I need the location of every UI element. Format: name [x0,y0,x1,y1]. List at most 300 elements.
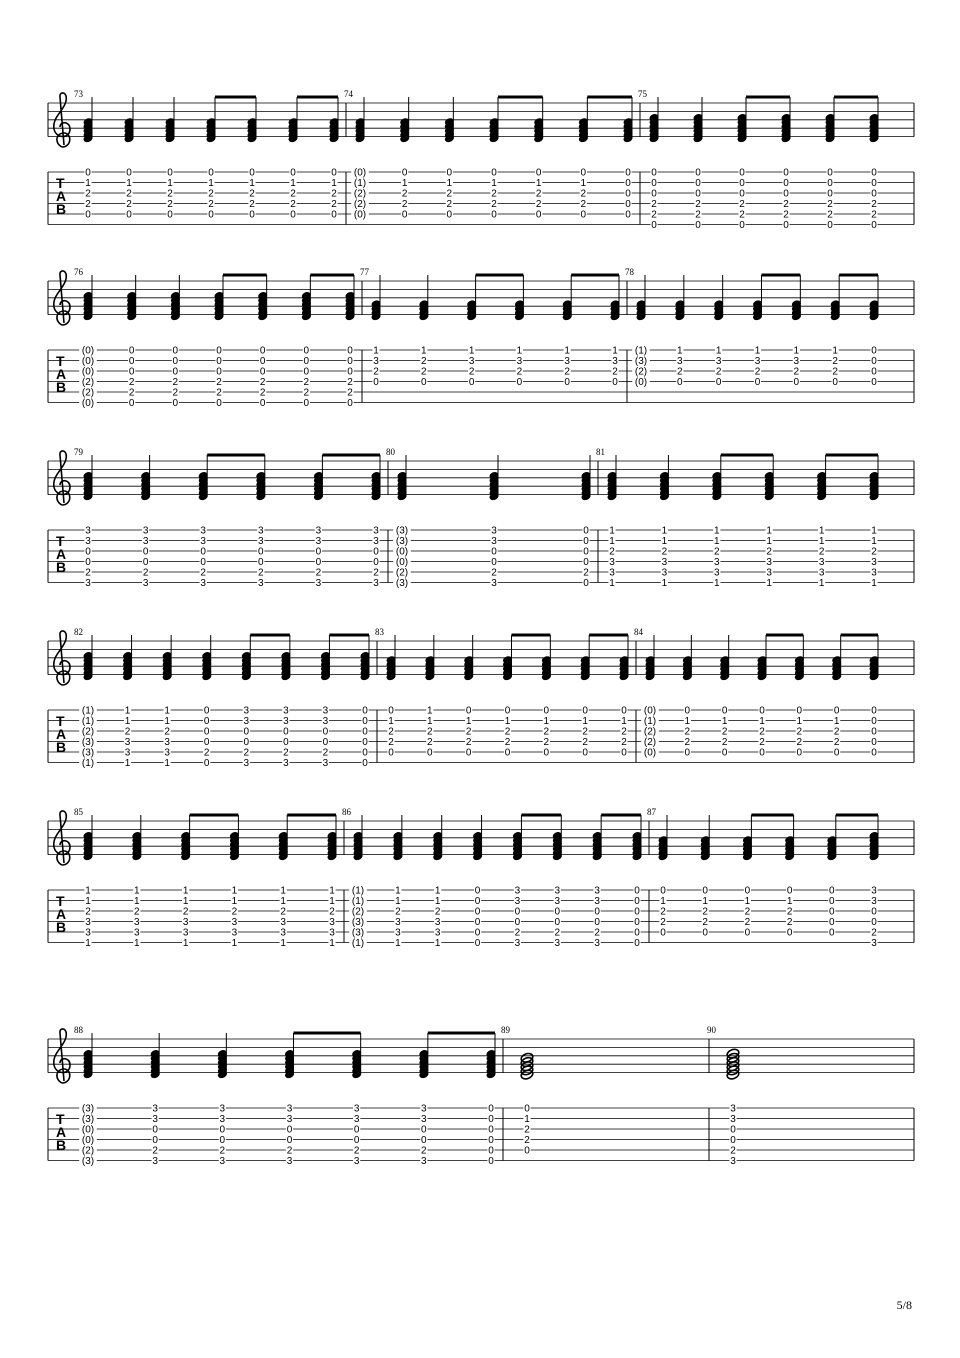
fret-number: 2 [833,737,840,748]
fret-number: 2 [286,1145,293,1157]
fret-number: (3) [81,1103,95,1115]
fret-number: 2 [580,199,587,210]
fret-number: 0 [465,705,472,717]
fret-number: (2) [395,567,409,579]
fret-number: 0 [827,178,833,189]
fret-number: 0 [625,199,631,210]
fret-number: 0 [634,885,640,897]
fret-number: 0 [303,345,310,357]
fret-number: (1) [81,705,95,717]
fret-number: 1 [759,716,765,727]
system [48,267,914,409]
fret-number: 1 [766,578,772,589]
fret-number: (2) [81,1145,95,1157]
fret-number: (1) [634,345,648,357]
fret-number: 0 [216,356,222,367]
fret-number: 3 [124,747,131,759]
fret-number: 0 [715,377,722,388]
fret-number: 1 [609,578,615,589]
tab-clef-letter: A [56,546,67,562]
fret-number: 3 [353,1103,360,1115]
fret-number: 3 [434,917,441,928]
fret-number: 2 [721,737,728,748]
fret-number: 0 [362,716,368,727]
fret-number: 0 [353,1135,360,1146]
fret-number: 2 [721,726,728,738]
fret-number: 0 [331,209,337,221]
fret-number: 2 [744,906,751,918]
fret-number: 0 [373,546,379,558]
fret-number: 2 [167,199,173,210]
fret-number: 3 [85,927,91,939]
fret-number: 0 [258,546,264,558]
fret-number: 0 [783,188,789,200]
fret-number: 3 [594,885,600,897]
fret-number: 2 [684,737,691,748]
tab-clef-letter: B [56,919,67,935]
fret-number: 0 [203,737,210,748]
fret-number: 2 [172,387,179,399]
fret-number: 0 [634,938,640,949]
fret-number: 2 [491,188,497,200]
fret-number: 3 [322,716,329,727]
fret-number: 2 [401,199,408,210]
fret-number: 2 [504,737,511,748]
fret-number: 3 [85,536,91,547]
tab-clef-letter: B [56,1137,67,1153]
tab-clef-letter: B [56,559,67,575]
fret-number: 3 [152,1114,158,1125]
fret-number: 0 [660,885,666,897]
fret-number: 3 [373,536,379,547]
fret-number: 1 [714,525,720,537]
fret-number: 1 [714,578,720,589]
fret-number: 3 [286,1156,293,1167]
fret-number: (1) [81,716,95,727]
fret-number: 0 [829,896,835,907]
fret-number: (0) [643,747,657,759]
fret-number: 0 [535,167,542,179]
fret-number: 2 [331,199,337,210]
fret-number: 1 [564,345,570,357]
fret-number: 3 [142,578,149,589]
fret-number: (3) [81,1156,95,1167]
fret-number: 2 [582,737,588,748]
system [48,807,914,949]
fret-number: 2 [283,747,289,759]
fret-number: 2 [793,366,800,378]
fret-number: 1 [721,716,728,727]
fret-number: 0 [488,1114,494,1125]
fret-number: 0 [543,747,550,759]
fret-number: (0) [395,546,409,558]
fret-number: 0 [871,188,877,200]
tab-clef-letter: T [56,893,65,909]
fret-number: 0 [421,377,427,388]
fret-number: 0 [739,188,745,200]
fret-number: 0 [564,377,570,388]
fret-number: 0 [634,917,640,928]
fret-number: 1 [744,896,751,907]
fret-number: 0 [216,345,222,357]
tab-clef-letter: A [56,188,67,204]
fret-number: 3 [730,1114,736,1125]
fret-number: 0 [303,398,310,409]
fret-number: 1 [612,345,618,357]
fret-number: 1 [684,716,691,727]
fret-number: (2) [643,726,657,738]
fret-number: 2 [395,906,401,918]
fret-number: 2 [564,366,570,378]
tab-clef-letter: B [56,201,67,217]
fret-number: 3 [353,1156,360,1167]
fret-number: 0 [583,546,589,558]
fret-number: 3 [491,578,497,589]
fret-number: 2 [594,927,600,939]
fret-number: (0) [353,209,367,221]
fret-number: 2 [580,188,587,200]
fret-number: 3 [315,536,322,547]
measure-number: 83 [375,627,384,637]
fret-number: 0 [259,356,266,367]
fret-number: 3 [283,705,289,717]
fret-number: 0 [634,927,640,939]
fret-number: (1) [353,178,367,189]
fret-number: 1 [208,178,214,189]
fret-number: 0 [373,557,379,568]
fret-number: 1 [786,896,793,907]
fret-number: 1 [535,178,542,189]
fret-number: (1) [643,716,657,727]
fret-number: 1 [134,938,140,949]
fret-number: 1 [446,178,453,189]
fret-number: 3 [164,747,170,759]
fret-number: 0 [85,167,91,179]
fret-number: 3 [715,356,722,367]
fret-number: 2 [759,726,765,738]
fret-number: 0 [827,188,833,200]
fret-number: 0 [283,737,289,748]
fret-number: 0 [833,747,840,759]
fret-number: 0 [721,747,728,759]
fret-number: 0 [871,220,877,231]
fret-number: 1 [818,578,825,589]
fret-number: 0 [491,167,497,179]
fret-number: 2 [347,387,353,399]
fret-number: 1 [329,896,335,907]
fret-number: 1 [609,525,615,537]
fret-number: 2 [582,726,588,738]
fret-number: 2 [744,917,751,928]
fret-number: 3 [219,1103,226,1115]
fret-number: (0) [81,356,95,367]
fret-number: 2 [783,199,789,210]
fret-number: 2 [796,726,803,738]
fret-number: 2 [421,356,427,367]
measure-number: 75 [638,89,647,99]
fret-number: 2 [126,188,132,200]
fret-number: 2 [290,188,296,200]
fret-number: 1 [754,345,761,357]
fret-number: 1 [401,178,408,189]
fret-number: 0 [871,377,877,388]
fret-number: 0 [871,366,877,378]
fret-number: 2 [249,199,255,210]
fret-number: 1 [134,885,140,897]
fret-number: 3 [353,1114,360,1125]
fret-number: 2 [832,356,838,367]
fret-number: 3 [793,356,800,367]
fret-number: 1 [504,716,511,727]
fret-number: 0 [362,705,368,717]
tab-clef-letter: A [56,1124,67,1140]
tab-clef-letter: T [56,353,65,369]
fret-number: 0 [827,167,833,179]
fret-number: 0 [677,377,683,388]
fret-number: 2 [759,737,765,748]
fret-number: 0 [142,546,149,558]
fret-number: 0 [474,917,481,928]
fret-number: 0 [583,578,589,589]
fret-number: 2 [651,199,657,210]
fret-number: 1 [677,345,683,357]
fret-number: 0 [474,927,481,939]
fret-number: 0 [446,167,453,179]
fret-number: 3 [421,1156,427,1167]
fret-number: 0 [695,167,701,179]
fret-number: 2 [200,567,206,579]
fret-number: 3 [286,1103,293,1115]
fret-number: 1 [714,536,720,547]
fret-number: 2 [702,906,708,918]
fret-number: 0 [754,377,761,388]
fret-number: 2 [373,567,379,579]
fret-number: 0 [621,747,627,759]
fret-number: 0 [465,747,472,759]
fret-number: 3 [516,356,523,367]
fret-number: 2 [208,199,214,210]
fret-number: 3 [491,536,497,547]
fret-number: 0 [468,377,475,388]
fret-number: 1 [231,885,238,897]
fret-number: 2 [401,188,408,200]
fret-number: 3 [754,356,761,367]
fret-number: 3 [514,885,521,897]
measure-number: 74 [344,89,353,99]
fret-number: 2 [827,199,833,210]
fret-number: 3 [258,536,264,547]
fret-number: 2 [208,188,214,200]
fret-number: 2 [514,927,521,939]
fret-number: 3 [243,705,250,717]
fret-number: 3 [491,525,497,537]
fret-number: 0 [721,705,728,717]
fret-number: 3 [142,525,149,537]
fret-number: 2 [621,726,627,738]
fret-number: (0) [643,705,657,717]
fret-number: 0 [625,209,631,221]
fret-number: 1 [395,896,401,907]
fret-number: 0 [85,557,91,568]
fret-number: 0 [543,705,550,717]
fret-number: 3 [677,356,683,367]
fret-number: (3) [351,917,365,928]
fret-number: 0 [793,377,800,388]
fret-number: 1 [609,536,615,547]
fret-number: 0 [488,1156,494,1167]
fret-number: (3) [634,356,648,367]
fret-number: 0 [219,1124,226,1136]
fret-number: 2 [684,726,691,738]
fret-number: 0 [126,209,132,221]
fret-number: (3) [81,1114,95,1125]
fret-number: 1 [182,938,189,949]
fret-number: 2 [871,199,877,210]
fret-number: 1 [85,938,91,949]
fret-number: 2 [203,747,210,759]
fret-number: 3 [421,1103,427,1115]
fret-number: 0 [208,209,214,221]
fret-number: 3 [243,758,250,769]
system [48,1025,914,1167]
fret-number: 0 [524,1103,530,1115]
fret-number: 0 [203,726,210,738]
fret-number: 0 [796,705,803,717]
fret-number: 3 [661,557,668,568]
fret-number: 1 [395,938,401,949]
fret-number: 2 [303,387,310,399]
fret-number: 2 [219,1145,226,1157]
fret-number: 2 [258,567,264,579]
fret-number: 3 [200,525,206,537]
fret-number: (0) [81,345,95,357]
fret-number: 1 [182,885,189,897]
fret-number: 2 [871,546,877,558]
fret-number: 0 [583,536,589,547]
fret-number: 3 [219,1156,226,1167]
fret-number: 2 [315,567,322,579]
fret-number: 0 [167,167,173,179]
fret-number: 2 [231,906,238,918]
fret-number: 0 [208,167,214,179]
fret-number: 3 [766,557,772,568]
fret-number: 3 [871,885,877,897]
tab-clef-letter: T [56,1111,65,1127]
fret-number: (2) [643,737,657,748]
fret-number: 2 [524,1135,530,1146]
fret-number: 0 [203,716,210,727]
fret-number: 1 [661,525,668,537]
fret-number: 1 [818,536,825,547]
fret-number: 2 [259,387,266,399]
fret-number: 0 [612,377,618,388]
measure-number: 86 [342,807,351,817]
fret-number: 3 [468,356,475,367]
fret-number: 1 [280,938,286,949]
fret-number: 0 [126,167,132,179]
fret-number: 3 [714,557,720,568]
fret-number: 2 [167,188,173,200]
fret-number: 1 [164,705,170,717]
fret-number: 2 [661,546,668,558]
fret-number: 2 [677,366,683,378]
fret-number: 2 [702,917,708,928]
fret-number: 0 [388,705,394,717]
fret-number: 2 [739,209,745,221]
fret-number: 0 [625,188,631,200]
fret-number: 0 [322,726,329,738]
fret-number: 0 [421,1124,427,1136]
fret-number: 0 [871,737,877,748]
fret-number: 0 [283,726,289,738]
fret-number: (2) [81,726,95,738]
fret-number: 2 [786,917,793,928]
fret-number: 0 [491,209,497,221]
fret-number: 3 [818,567,825,579]
fret-number: 1 [124,758,131,769]
fret-number: 1 [434,885,441,897]
measure-number: 85 [74,807,83,817]
fret-number: 3 [85,578,91,589]
fret-number: 0 [388,747,394,759]
fret-number: 2 [421,366,427,378]
fret-number: 0 [702,927,708,939]
fret-number: 1 [766,536,772,547]
fret-number: 0 [594,917,600,928]
fret-number: 1 [543,716,550,727]
fret-number: 2 [446,199,453,210]
fret-number: 2 [783,209,789,221]
fret-number: 1 [167,178,173,189]
fret-number: 0 [446,209,453,221]
fret-number: 0 [427,747,433,759]
fret-number: 1 [134,896,140,907]
fret-number: 2 [786,906,793,918]
fret-number: 2 [216,387,222,399]
fret-number: 0 [739,178,745,189]
fret-number: 2 [739,199,745,210]
fret-number: 1 [126,178,132,189]
fret-number: (0) [634,377,648,388]
fret-number: 0 [829,885,835,897]
tab-clef-letter: B [56,739,67,755]
fret-number: 0 [702,885,708,897]
fret-number: 1 [85,896,91,907]
fret-number: 0 [504,705,511,717]
fret-number: 3 [714,567,720,579]
fret-number: 1 [434,896,441,907]
fret-number: 3 [322,705,329,717]
fret-number: 0 [167,209,173,221]
fret-number: 0 [347,345,353,357]
fret-number: 2 [124,726,131,738]
fret-number: 1 [331,178,337,189]
fret-number: 1 [832,345,838,357]
fret-number: 0 [128,345,135,357]
fret-number: 0 [504,747,511,759]
fret-number: 3 [258,578,264,589]
fret-number: 0 [554,906,561,918]
fret-number: 0 [474,896,481,907]
fret-number: 3 [871,557,877,568]
fret-number: 0 [347,366,353,378]
fret-number: 1 [516,345,523,357]
fret-number: 0 [258,557,264,568]
fret-number: 0 [871,917,877,928]
fret-number: 0 [535,209,542,221]
fret-number: 0 [303,356,310,367]
fret-number: 2 [421,1145,427,1157]
